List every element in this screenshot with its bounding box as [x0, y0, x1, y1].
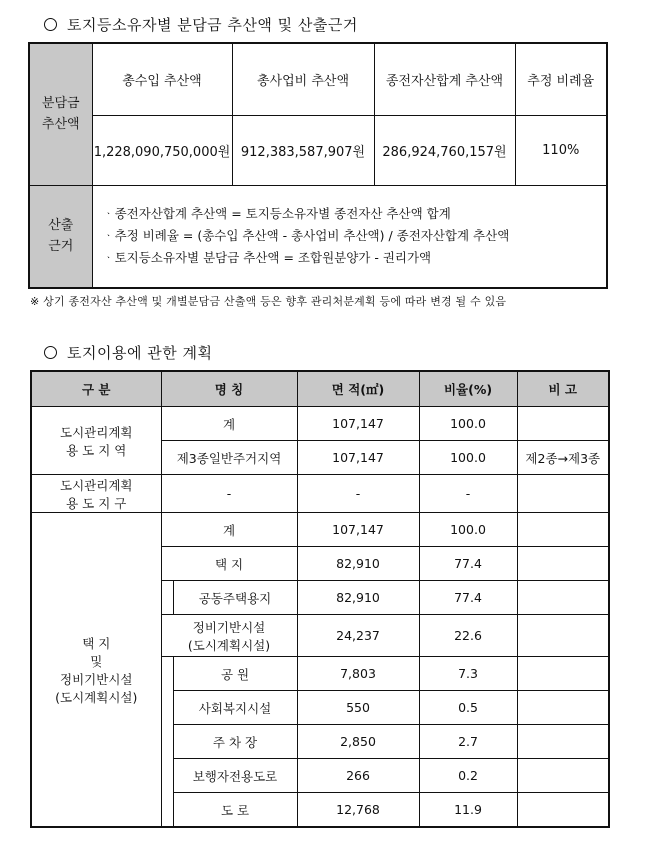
- value-total-revenue: 1,228,090,750,000원: [92, 115, 232, 185]
- footnote: ※ 상기 종전자산 추산액 및 개별분담금 산출액 등은 향후 관리처분계획 등에 따라 변경 될 수 있음: [30, 295, 507, 308]
- header-name: 명 칭: [161, 371, 297, 407]
- row-label-basis: 산출 근거: [29, 185, 92, 288]
- col-ratio: 추정 비례율: [515, 43, 607, 115]
- section2-heading: 토지이용에 관한 계획: [44, 342, 212, 363]
- circle-bullet-icon: [44, 18, 57, 31]
- contribution-table: [28, 42, 608, 289]
- basis-line: ᆞ토지등소유자별 분담금 추산액 = 조합원분양가 - 권리가액: [102, 250, 432, 266]
- land-use-table: [30, 370, 610, 828]
- table-row: 제3종일반주거지역 107,147 100.0 제2종→제3종: [31, 441, 609, 475]
- col-total-cost: 총사업비 추산액: [232, 43, 374, 115]
- header-ratio: 비율(%): [419, 371, 517, 407]
- table-row: 택 지 및 정비기반시설 (도시계획시설) 계 107,147 100.0: [31, 513, 609, 547]
- group-use-district: 도시관리계획 용 도 지 구: [31, 475, 161, 513]
- group-use-zone: 도시관리계획 용 도 지 역: [31, 407, 161, 475]
- table-row: 도시관리계획 용 도 지 역 계 107,147 100.0: [31, 407, 609, 441]
- table-row: 도시관리계획 용 도 지 구 - - -: [31, 475, 609, 513]
- table-row: 보행자전용도로 266 0.2: [31, 759, 609, 793]
- table-row: 정비기반시설 (도시계획시설) 24,237 22.6: [31, 615, 609, 657]
- header-row: [31, 371, 609, 407]
- header-category: 구 분: [31, 371, 161, 407]
- table-row: 택 지 82,910 77.4: [31, 547, 609, 581]
- value-total-cost: 912,383,587,907원: [232, 115, 374, 185]
- table-row: 공동주택용지 82,910 77.4: [31, 581, 609, 615]
- col-prior-assets: 종전자산합계 추산액: [374, 43, 515, 115]
- table-row: 사회복지시설 550 0.5: [31, 691, 609, 725]
- calculation-basis: [92, 185, 607, 288]
- header-remark: 비 고: [517, 371, 609, 407]
- section1-heading: 토지등소유자별 분담금 추산액 및 산출근거: [44, 14, 358, 35]
- col-total-revenue: 총수입 추산액: [92, 43, 232, 115]
- value-prior-assets: 286,924,760,157원: [374, 115, 515, 185]
- basis-line: ᆞ종전자산합계 추산액 = 토지등소유자별 종전자산 추산액 합계: [102, 206, 451, 222]
- group-land-and-infra: 택 지 및 정비기반시설 (도시계획시설): [31, 513, 161, 828]
- basis-line: ᆞ추정 비례율 = (총수입 추산액 - 총사업비 추산액) / 종전자산합계 추산액: [102, 228, 510, 244]
- header-area: 면 적(㎡): [297, 371, 419, 407]
- circle-bullet-icon: [44, 346, 57, 359]
- table-row: 도 로 12,768 11.9: [31, 793, 609, 828]
- row-label-contribution: 분담금 추산액: [29, 43, 92, 185]
- table-row: 주 차 장 2,850 2.7: [31, 725, 609, 759]
- table-row: 공 원 7,803 7.3: [31, 657, 609, 691]
- value-ratio: 110%: [515, 115, 607, 185]
